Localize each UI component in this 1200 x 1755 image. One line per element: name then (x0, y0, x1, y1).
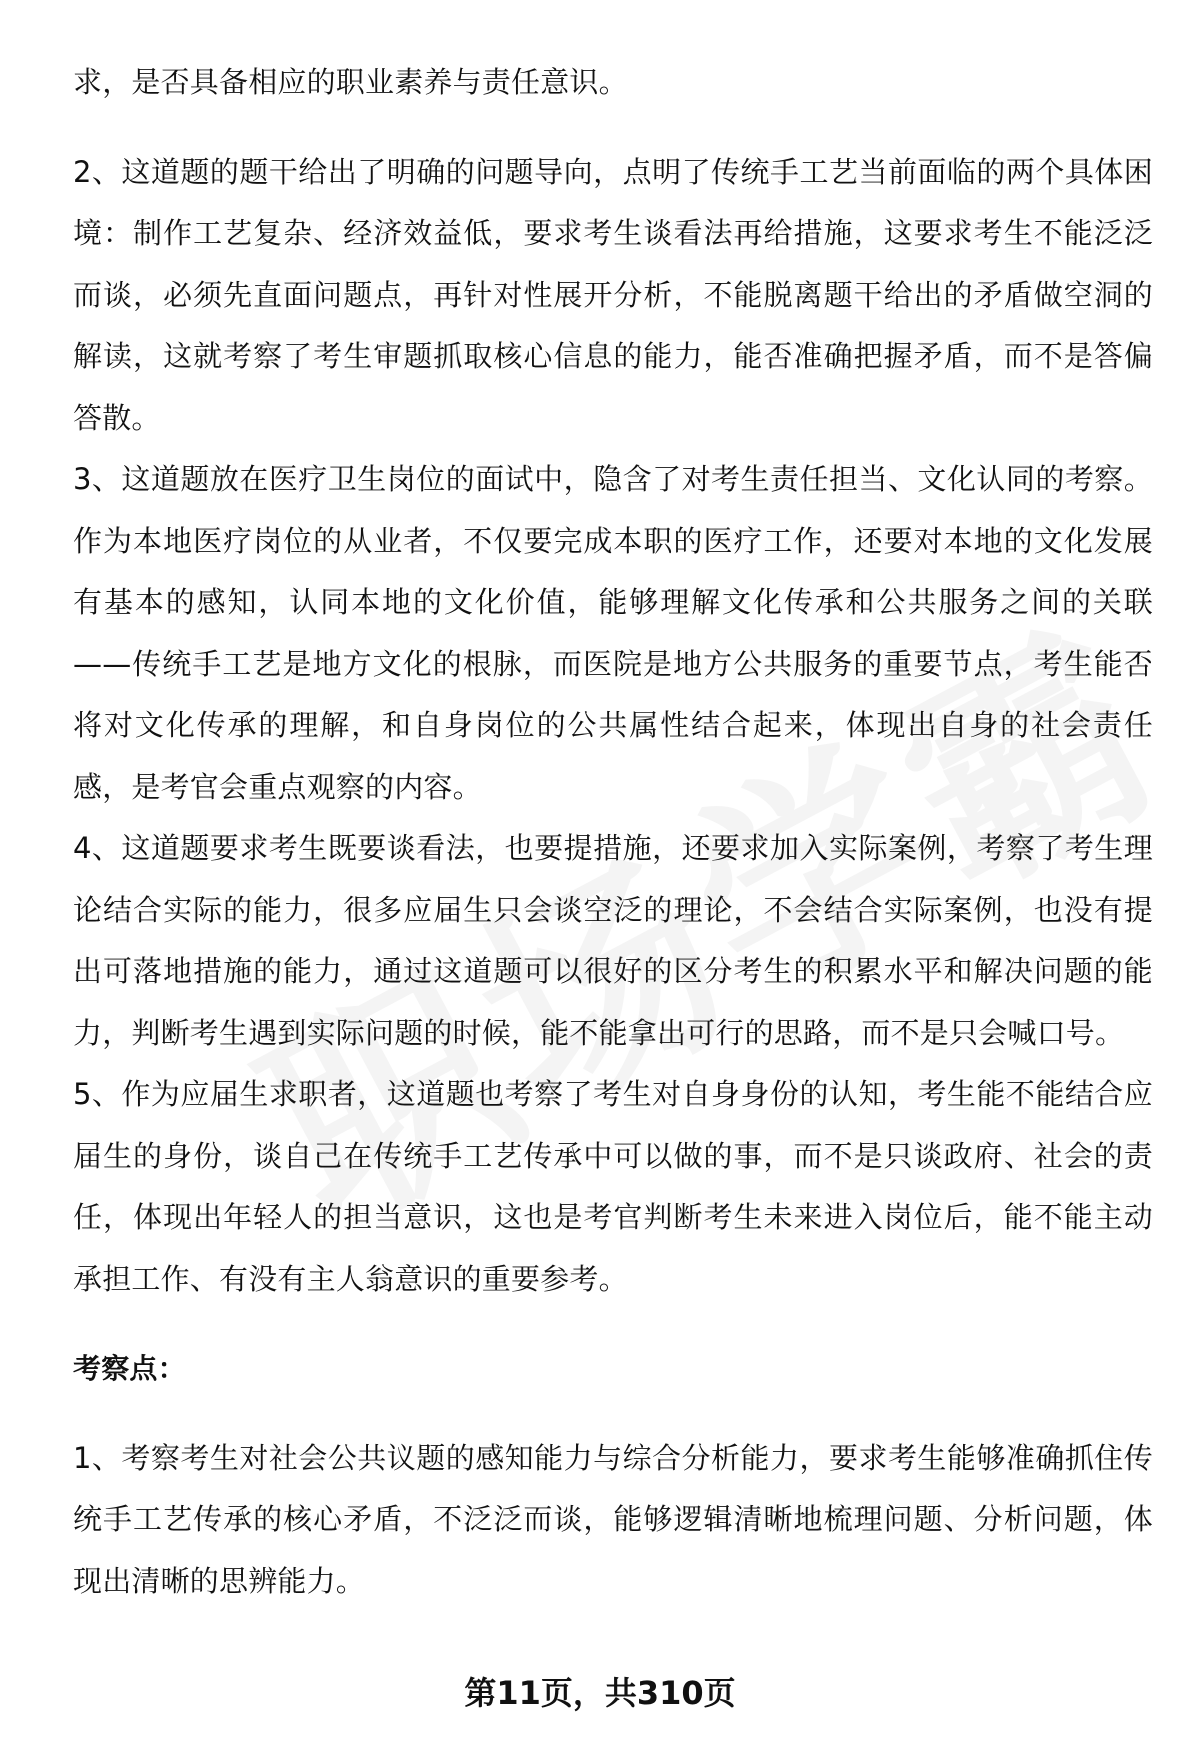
paragraph-continuation: 求，是否具备相应的职业素养与责任意识。 (73, 65, 628, 99)
paragraph-point-5: 5、作为应届生求职者，这道题也考察了考生对自身身份的认知，考生能不能结合应届生的身份，谈自己在传统手工艺传承中可以做的事，而不是只谈政府、社会的责任，体现出年轻人的担当意识，这也是考官判断考生未来进入岗位后，能不能主动承担工作、有没有主人翁意识的重要参考。 (73, 1077, 1153, 1296)
paragraph-point-2: 2、这道题的题干给出了明确的问题导向，点明了传统手工艺当前面临的两个具体困境：制作工艺复杂、经济效益低，要求考生谈看法再给措施，这要求考生不能泛泛而谈，必须先直面问题点，再针对性展开分析，不能脱离题干给出的矛盾做空洞的解读，这就考察了考生审题抓取核心信息的能力，能否准确把握矛盾，而不是答偏答散。 (73, 154, 1153, 435)
paragraph-point-4: 4、这道题要求考生既要谈看法，也要提措施，还要求加入实际案例，考察了考生理论结合实际的能力，很多应届生只会谈空泛的理论，不会结合实际案例，也没有提出可落地措施的能力，通过这道题可以很好的区分考生的积累水平和解决问题的能力，判断考生遇到实际问题的时候，能不能拿出可行的思路，而不是只会喊口号。 (73, 831, 1153, 1050)
section-item-1: 1、考察考生对社会公共议题的感知能力与综合分析能力，要求考生能够准确抓住传统手工艺传承的核心矛盾，不泛泛而谈，能够逻辑清晰地梳理问题、分析问题，体现出清晰的思辨能力。 (73, 1440, 1153, 1598)
section-heading: 考察点： (73, 1352, 186, 1385)
paragraph-point-3: 3、这道题放在医疗卫生岗位的面试中，隐含了对考生责任担当、文化认同的考察。作为本地医疗岗位的从业者，不仅要完成本职的医疗工作，还要对本地的文化发展有基本的感知，认同本地的文化价值，能够理解文化传承和公共服务之间的关联——传统手工艺是地方文化的根脉，而医院是地方公共服务的重要节点，考生能否将对文化传承的理解，和自身岗位的公共属性结合起来，体现出自身的社会责任感，是考官会重点观察的内容。 (73, 462, 1153, 804)
document-body (73, 52, 1153, 1612)
page-number: 第11页，共310页 (464, 1674, 736, 1712)
